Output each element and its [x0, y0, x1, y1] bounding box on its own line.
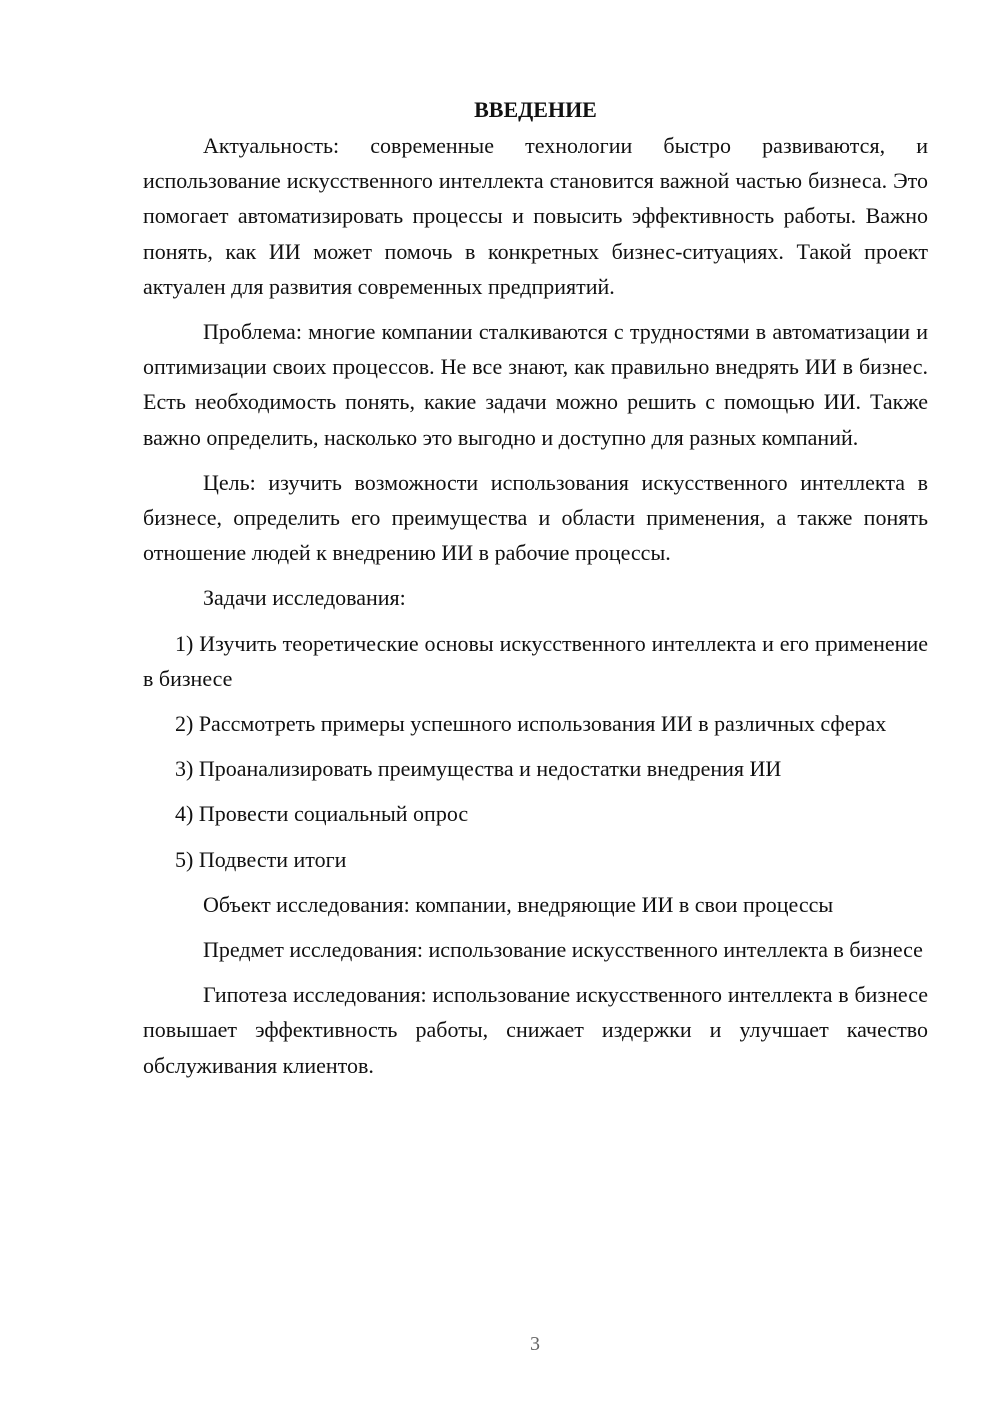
relevance-paragraph: Актуальность: современные технологии быстро развиваются, и использование искусственного интеллекта становится важной частью бизнеса. Это помогает автоматизировать процессы и повысить эффективность работы. Важно понять, как ИИ может помочь в конкретных бизнес-ситуациях. Такой проект актуален для развития современных предприятий.: [143, 133, 928, 299]
task-item-4: 4) Провести социальный опрос: [175, 801, 469, 827]
subject-paragraph: Предмет исследования: использование искусственного интеллекта в бизнесе: [203, 937, 923, 963]
section-heading: ВВЕДЕНИЕ: [474, 97, 597, 122]
task-item-3: 3) Проанализировать преимущества и недостатки внедрения ИИ: [175, 756, 782, 782]
tasks-intro: Задачи исследования:: [203, 585, 406, 611]
object-paragraph: Объект исследования: компании, внедряющие ИИ в свои процессы: [203, 891, 834, 917]
problem-paragraph: Проблема: многие компании сталкиваются с трудностями в автоматизации и оптимизации своих процессов. Не все знают, как правильно внедрять ИИ в бизнес. Есть необходимость понять, какие задачи можно решить с помощью ИИ. Также важно определить, насколько это выгодно и доступно для разных компаний.: [143, 319, 928, 450]
task-item-5: 5) Подвести итоги: [175, 846, 347, 872]
page-content: [143, 92, 928, 1093]
task-item-1: 1) Изучить теоретические основы искусственного интеллекта и его применение в бизнесе: [143, 630, 928, 691]
hypothesis-paragraph: Гипотеза исследования: использование искусственного интеллекта в бизнесе повышает эффективность работы, снижает издержки и улучшает качество обслуживания клиентов.: [143, 982, 928, 1078]
page-number: 3: [530, 1333, 540, 1355]
goal-paragraph: Цель: изучить возможности использования искусственного интеллекта в бизнесе, определить его преимущества и области применения, а также понять отношение людей к внедрению ИИ в рабочие процессы.: [143, 469, 928, 566]
task-item-2: 2) Рассмотреть примеры успешного использования ИИ в различных сферах: [175, 711, 887, 737]
